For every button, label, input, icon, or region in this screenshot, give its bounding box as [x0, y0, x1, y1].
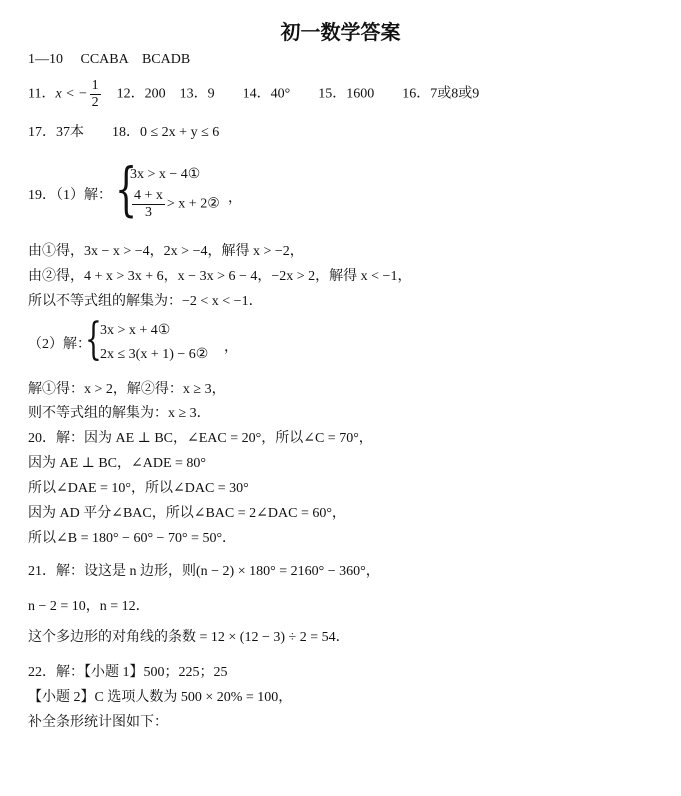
q19-1-brace: {: [115, 155, 138, 223]
q11-expr: x < −: [55, 86, 88, 102]
q19-2-row2: 2x ≤ 3(x + 1) − 6②: [100, 347, 209, 362]
q19-2-label: （2）解：: [28, 337, 91, 352]
q19-2-step: 解①得：x > 2，解②得：x ≥ 3，: [28, 382, 226, 397]
q19-1-label: 19．（1）解：: [28, 188, 112, 203]
q11-fraction-num: 1: [91, 78, 99, 93]
q19-1-row2: [130, 188, 220, 221]
q19-1-row2-den: 3: [144, 205, 152, 220]
q11-number: 11．: [28, 86, 56, 102]
q19-2-tail: ，: [224, 340, 238, 355]
answer-line-11-16: [28, 78, 479, 111]
q20-line-1: 20．解：因为 AE ⊥ BC，∠EAC = 20°，所以∠C = 70°，: [28, 431, 373, 446]
q19-1-row2-fraction: [132, 188, 165, 221]
q21-line-2: n − 2 = 10，n = 12．: [28, 599, 150, 614]
q20-line-3: 所以∠DAE = 10°，所以∠DAC = 30°: [28, 481, 249, 496]
q22-line-2: 【小题 2】C 选项人数为 500 × 20% = 100，: [28, 690, 293, 705]
q19-1-row1: 3x > x − 4①: [130, 167, 201, 182]
answer-line-17-18: 17．37本 18．0 ≤ 2x + y ≤ 6: [28, 125, 220, 140]
q19-2-solution: 则不等式组的解集为：x ≥ 3．: [28, 406, 211, 421]
q20-line-4: 因为 AD 平分∠BAC，所以∠BAC = 2∠DAC = 60°，: [28, 506, 346, 521]
q19-1-step1: 由①得，3x − x > −4，2x > −4，解得 x > −2，: [28, 244, 304, 259]
q19-1-row2-rest: > x + 2②: [166, 196, 220, 212]
q19-1-step2: 由②得，4 + x > 3x + 6，x − 3x > 6 − 4，−2x > 2，解得 x < −1，: [28, 269, 412, 284]
page-title: 初一数学答案: [280, 20, 401, 44]
q19-1-solution: 所以不等式组的解集为：−2 < x < −1．: [28, 294, 263, 309]
q12-16-answers: 12．200 13．9 14．40° 15．1600 16．7或8或9: [102, 86, 480, 102]
q19-2-brace: {: [85, 314, 102, 365]
q11-fraction: [90, 78, 101, 111]
q19-2-row1: 3x > x + 4①: [100, 323, 171, 338]
q21-line-1: 21．解：设这是 n 边形，则(n − 2) × 180° = 2160° − 360°，: [28, 564, 380, 579]
q22-line-1: 22．解：【小题 1】500；225；25: [28, 665, 228, 680]
q19-1-row2-num: 4 + x: [134, 188, 163, 203]
q11-fraction-den: 2: [91, 95, 99, 110]
q22-line-3: 补全条形统计图如下：: [28, 715, 168, 730]
answer-line-1-10: 1—10 CCABA BCADB: [28, 52, 191, 67]
q19-1-tail: ，: [228, 191, 242, 206]
q20-line-2: 因为 AE ⊥ BC，∠ADE = 80°: [28, 456, 207, 471]
q20-line-5: 所以∠B = 180° − 60° − 70° = 50°．: [28, 531, 237, 546]
q21-line-3: 这个多边形的对角线的条数 = 12 × (12 − 3) ÷ 2 = 54．: [28, 630, 350, 645]
